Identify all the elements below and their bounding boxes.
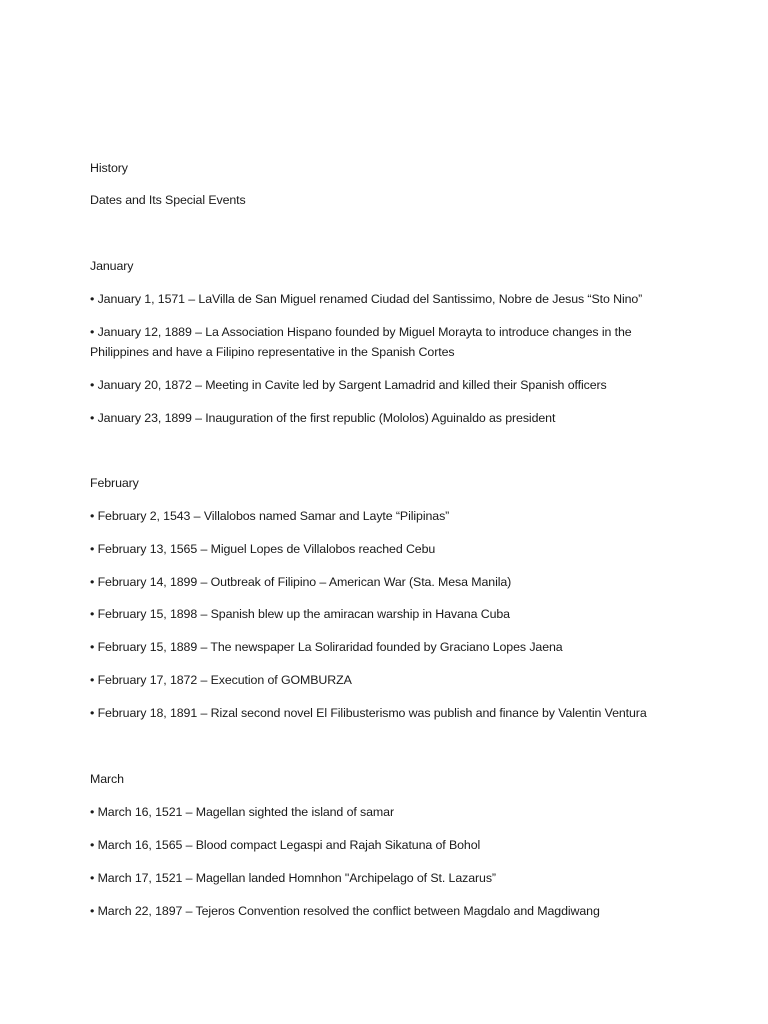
list-item: • March 16, 1565 – Blood compact Legaspi and Rajah Sikatuna of Bohol <box>90 838 481 852</box>
section-heading-january: January <box>90 259 134 273</box>
document-subtitle: Dates and Its Special Events <box>90 193 246 207</box>
list-item: • February 2, 1543 – Villalobos named Samar and Layte “Pilipinas” <box>90 509 450 523</box>
list-item: • February 13, 1565 – Miguel Lopes de Villalobos reached Cebu <box>90 542 436 556</box>
section-heading-february: February <box>90 476 139 490</box>
list-item: • February 18, 1891 – Rizal second novel El Filibusterismo was publish and finance by Valentin Ventura <box>90 706 647 720</box>
list-item: • February 15, 1889 – The newspaper La Soliraridad founded by Graciano Lopes Jaena <box>90 640 563 654</box>
list-item: • January 1, 1571 – LaVilla de San Miguel renamed Ciudad del Santissimo, Nobre de Jesus “Sto Nino” <box>90 292 643 306</box>
list-item: • February 17, 1872 – Execution of GOMBURZA <box>90 673 352 687</box>
section-heading-march: March <box>90 772 124 786</box>
document-title: History <box>90 161 128 175</box>
list-item: • March 17, 1521 – Magellan landed Homnhon "Archipelago of St. Lazarus” <box>90 871 496 885</box>
list-item: • February 15, 1898 – Spanish blew up the amiracan warship in Havana Cuba <box>90 607 510 621</box>
list-item: • February 14, 1899 – Outbreak of Filipino – American War (Sta. Mesa Manila) <box>90 575 512 589</box>
list-item: • January 12, 1889 – La Association Hispano founded by Miguel Morayta to introduce changes in the Philippines and have a Filipino representative in the Spanish Cortes <box>90 325 632 359</box>
list-item: • March 22, 1897 – Tejeros Convention resolved the conflict between Magdalo and Magdiwang <box>90 904 600 918</box>
list-item: • January 23, 1899 – Inauguration of the first republic (Mololos) Aguinaldo as president <box>90 411 556 425</box>
list-item: • January 20, 1872 – Meeting in Cavite led by Sargent Lamadrid and killed their Spanish officers <box>90 378 607 392</box>
list-item: • March 16, 1521 – Magellan sighted the island of samar <box>90 805 394 819</box>
